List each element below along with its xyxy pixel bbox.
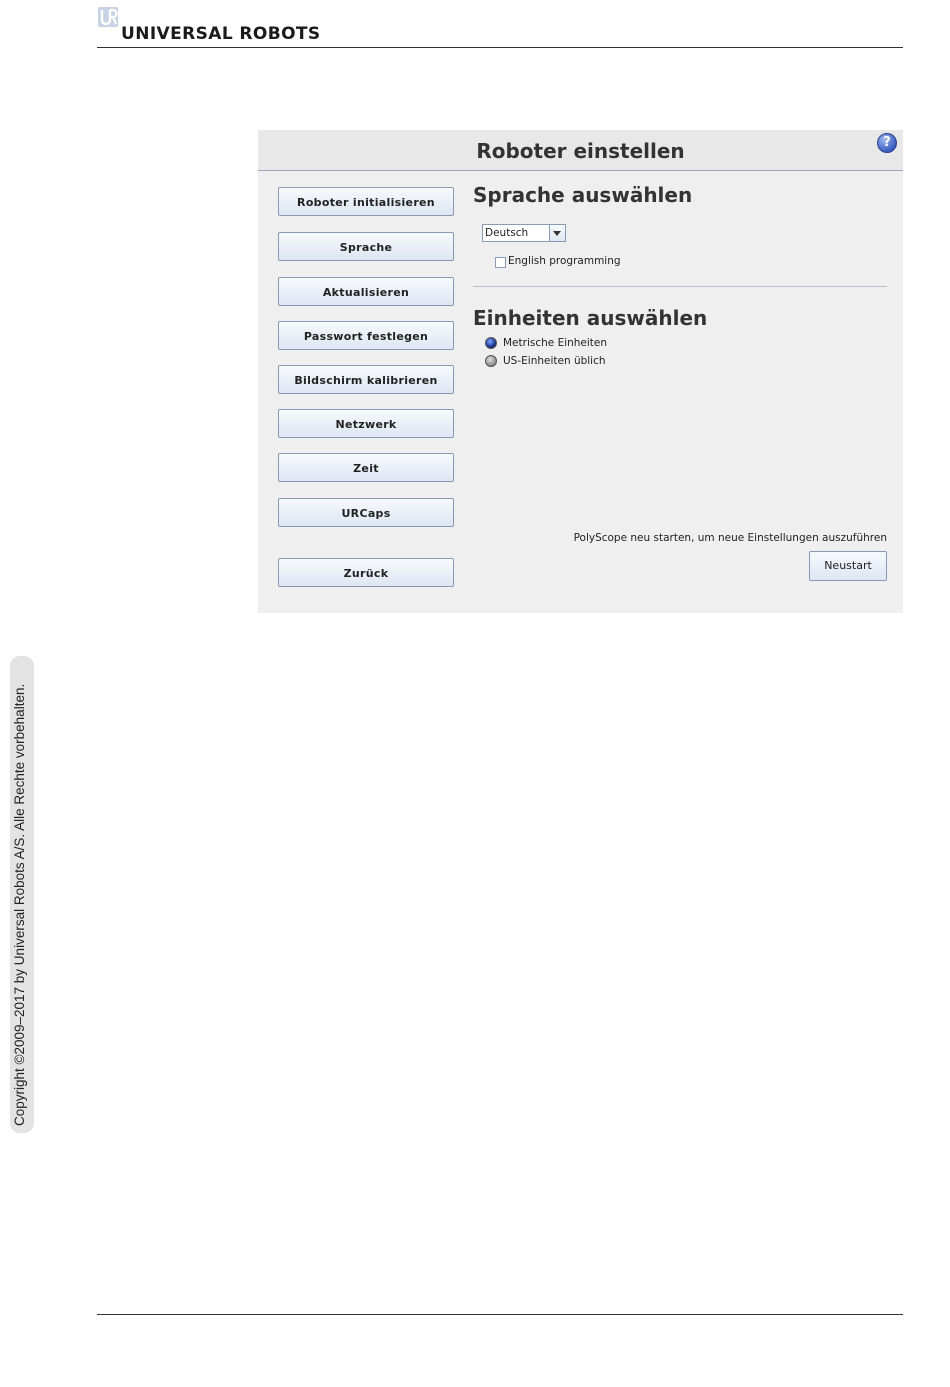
english-programming-label: English programming	[508, 255, 621, 267]
help-icon[interactable]: ?	[877, 133, 897, 153]
header-rule	[97, 47, 903, 48]
back-button[interactable]: Zurück	[278, 558, 454, 587]
language-section-title: Sprache auswählen	[473, 183, 693, 207]
ur-logo-icon	[97, 6, 119, 28]
robot-setup-screen	[258, 130, 903, 613]
set-password-button[interactable]: Passwort festlegen	[278, 321, 454, 350]
init-robot-button[interactable]: Roboter initialisieren	[278, 187, 454, 216]
units-section-title: Einheiten auswählen	[473, 306, 708, 330]
network-button[interactable]: Netzwerk	[278, 409, 454, 438]
time-button[interactable]: Zeit	[278, 453, 454, 482]
metric-units-label: Metrische Einheiten	[503, 337, 608, 349]
language-button[interactable]: Sprache	[278, 232, 454, 261]
restart-note: PolyScope neu starten, um neue Einstellungen auszuführen	[573, 532, 887, 544]
restart-button[interactable]: Neustart	[809, 551, 887, 581]
screen-header	[258, 130, 903, 171]
us-units-radio[interactable]	[485, 355, 497, 367]
english-programming-checkbox[interactable]	[495, 257, 506, 268]
update-button[interactable]: Aktualisieren	[278, 277, 454, 306]
us-units-label: US-Einheiten üblich	[503, 355, 606, 367]
urcaps-button[interactable]: URCaps	[278, 498, 454, 527]
copyright-notice: Copyright ©2009–2017 by Universal Robots A/S. Alle Rechte vorbehalten.	[12, 683, 27, 1126]
chevron-down-icon[interactable]	[549, 225, 565, 241]
language-select[interactable]	[482, 224, 566, 242]
calibrate-screen-button[interactable]: Bildschirm kalibrieren	[278, 365, 454, 394]
brand-name: UNIVERSAL ROBOTS	[121, 24, 321, 44]
metric-units-radio[interactable]	[485, 337, 497, 349]
language-select-value: Deutsch	[485, 227, 529, 239]
footer-rule	[97, 1314, 903, 1315]
screen-title: Roboter einstellen	[476, 139, 685, 163]
section-divider	[473, 286, 887, 287]
